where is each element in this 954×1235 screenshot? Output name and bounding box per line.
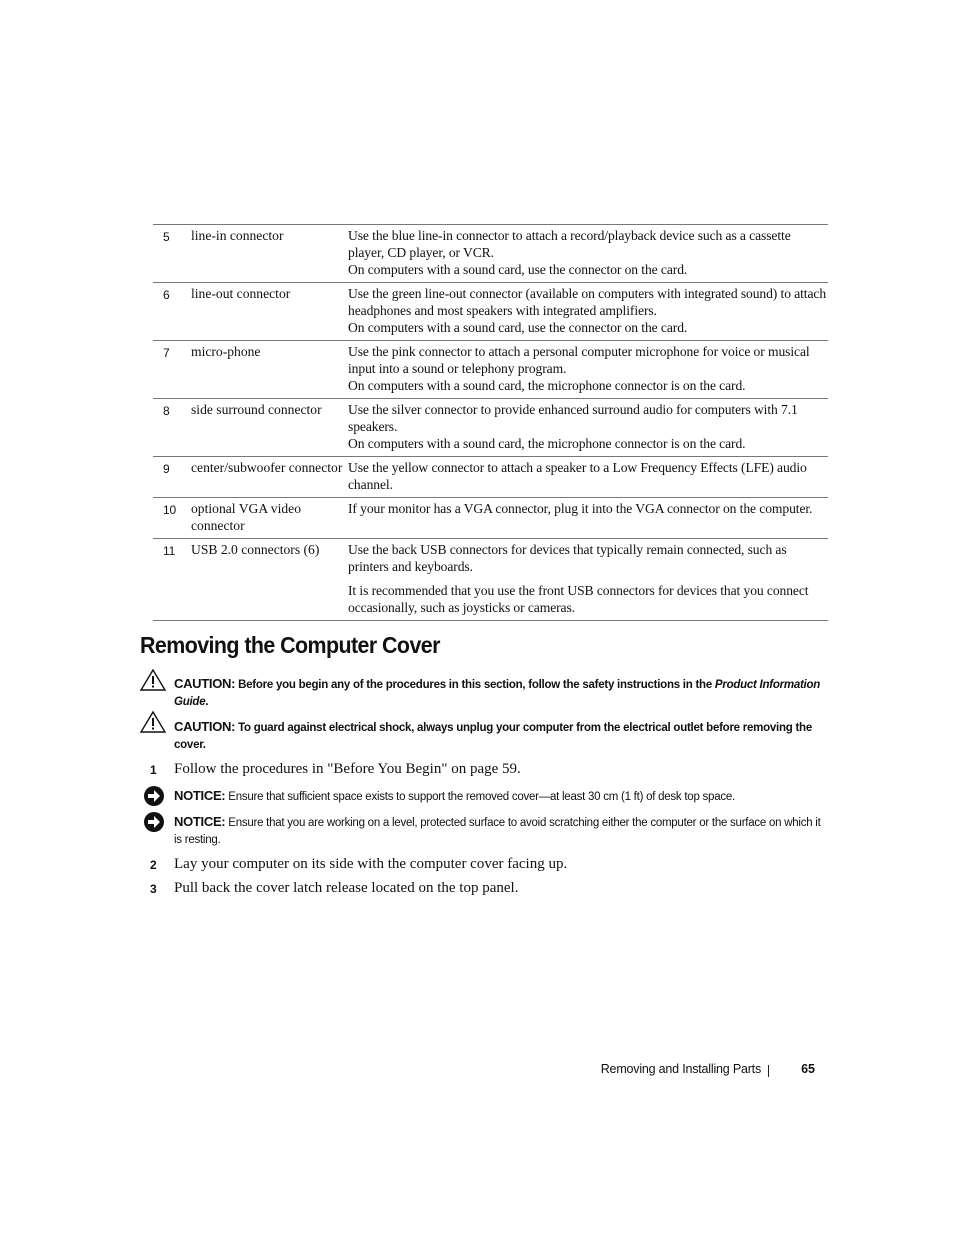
connector-name: side surround connector — [191, 402, 322, 417]
notice-note — [174, 813, 824, 849]
step-text: Lay your computer on its side with the computer cover facing up. — [174, 856, 568, 872]
connector-name: line-in connector — [191, 228, 284, 243]
page-footer — [560, 1062, 815, 1078]
row-number: 9 — [163, 462, 170, 476]
caution-label: CAUTION: — [174, 676, 236, 691]
row-number: 7 — [163, 346, 170, 360]
step-text: Pull back the cover latch release located on the top panel. — [174, 880, 519, 896]
table-row — [153, 283, 828, 341]
connector-name: line-out connector — [191, 286, 291, 301]
description-line: Use the silver connector to provide enhanced surround audio for computers with 7.1 speakers. — [348, 402, 798, 434]
footer-separator — [768, 1065, 769, 1077]
description-line: Use the yellow connector to attach a speaker to a Low Frequency Effects (LFE) audio channel. — [348, 460, 807, 492]
connector-description — [348, 541, 828, 616]
description-line: Use the blue line-in connector to attach a record/playback device such as a cassette player, CD player, or VCR. — [348, 228, 791, 260]
row-number: 11 — [163, 544, 176, 558]
connector-description — [348, 227, 828, 278]
description-line: Use the pink connector to attach a personal computer microphone for voice or musical input into a sound or telephony program. — [348, 344, 810, 376]
caution-note — [174, 675, 824, 711]
caution-triangle-icon — [139, 710, 167, 734]
notice-text: Ensure that you are working on a level, protected surface to avoid scratching either the computer or the surface on which it is resting. — [174, 817, 821, 846]
footer-section-title: Removing and Installing Parts — [600, 1062, 761, 1076]
table-row — [153, 225, 828, 283]
description-line: On computers with a sound card, the microphone connector is on the card. — [348, 436, 746, 451]
connector-name: USB 2.0 connectors (6) — [191, 542, 320, 557]
step-number: 2 — [150, 858, 157, 872]
step-text: Follow the procedures in "Before You Begin" on page 59. — [174, 761, 521, 777]
connector-name: center/subwoofer connector — [191, 460, 343, 475]
connector-description — [348, 459, 828, 493]
page-number: 65 — [801, 1062, 815, 1076]
table-row — [153, 457, 828, 498]
description-line: Use the green line-out connector (available on computers with integrated sound) to attach headphones and most speakers with integrated amplifiers. — [348, 286, 827, 318]
notice-arrow-icon — [143, 811, 165, 833]
notice-arrow-icon — [143, 785, 165, 807]
step-number: 1 — [150, 763, 157, 777]
notice-text: Ensure that sufficient space exists to support the removed cover—at least 30 cm (1 ft) of desk top space. — [225, 791, 735, 803]
description-line: On computers with a sound card, the microphone connector is on the card. — [348, 378, 746, 393]
description-line: It is recommended that you use the front USB connectors for devices that you connect occasionally, such as joysticks or cameras. — [348, 583, 809, 615]
caution-text: To guard against electrical shock, always unplug your computer from the electrical outlet before removing the cover. — [174, 722, 812, 751]
connector-description — [348, 500, 828, 534]
caution-note — [174, 718, 824, 754]
connector-description — [348, 285, 828, 336]
notice-label: NOTICE: — [174, 788, 226, 803]
description-line: On computers with a sound card, use the connector on the card. — [348, 262, 688, 277]
connector-name: optional VGA video connector — [191, 501, 302, 533]
connector-description — [348, 401, 828, 452]
row-number: 5 — [163, 230, 170, 244]
table-row — [153, 399, 828, 457]
section-title: Removing the Computer Cover — [140, 632, 440, 658]
notice-label: NOTICE: — [174, 814, 226, 829]
caution-emphasis: Product Information Guide — [174, 679, 821, 708]
caution-text: Before you begin any of the procedures in this section, follow the safety instructions in the — [235, 679, 715, 691]
table-row — [153, 341, 828, 399]
step-number: 3 — [150, 882, 157, 896]
caution-label: CAUTION: — [174, 719, 236, 734]
connector-name: micro-phone — [191, 344, 261, 359]
table-row — [153, 539, 828, 621]
description-line: Use the back USB connectors for devices that typically remain connected, such as printers and keyboards. — [348, 542, 787, 574]
row-number: 10 — [163, 503, 176, 517]
connector-description — [348, 343, 828, 394]
caution-triangle-icon — [139, 668, 167, 692]
connector-table — [153, 224, 828, 621]
notice-note — [174, 787, 824, 806]
row-number: 6 — [163, 288, 170, 302]
description-line: On computers with a sound card, use the connector on the card. — [348, 320, 688, 335]
row-number: 8 — [163, 404, 170, 418]
description-line: If your monitor has a VGA connector, plug it into the VGA connector on the computer. — [348, 501, 813, 516]
table-row — [153, 498, 828, 539]
caution-end: . — [205, 696, 209, 708]
